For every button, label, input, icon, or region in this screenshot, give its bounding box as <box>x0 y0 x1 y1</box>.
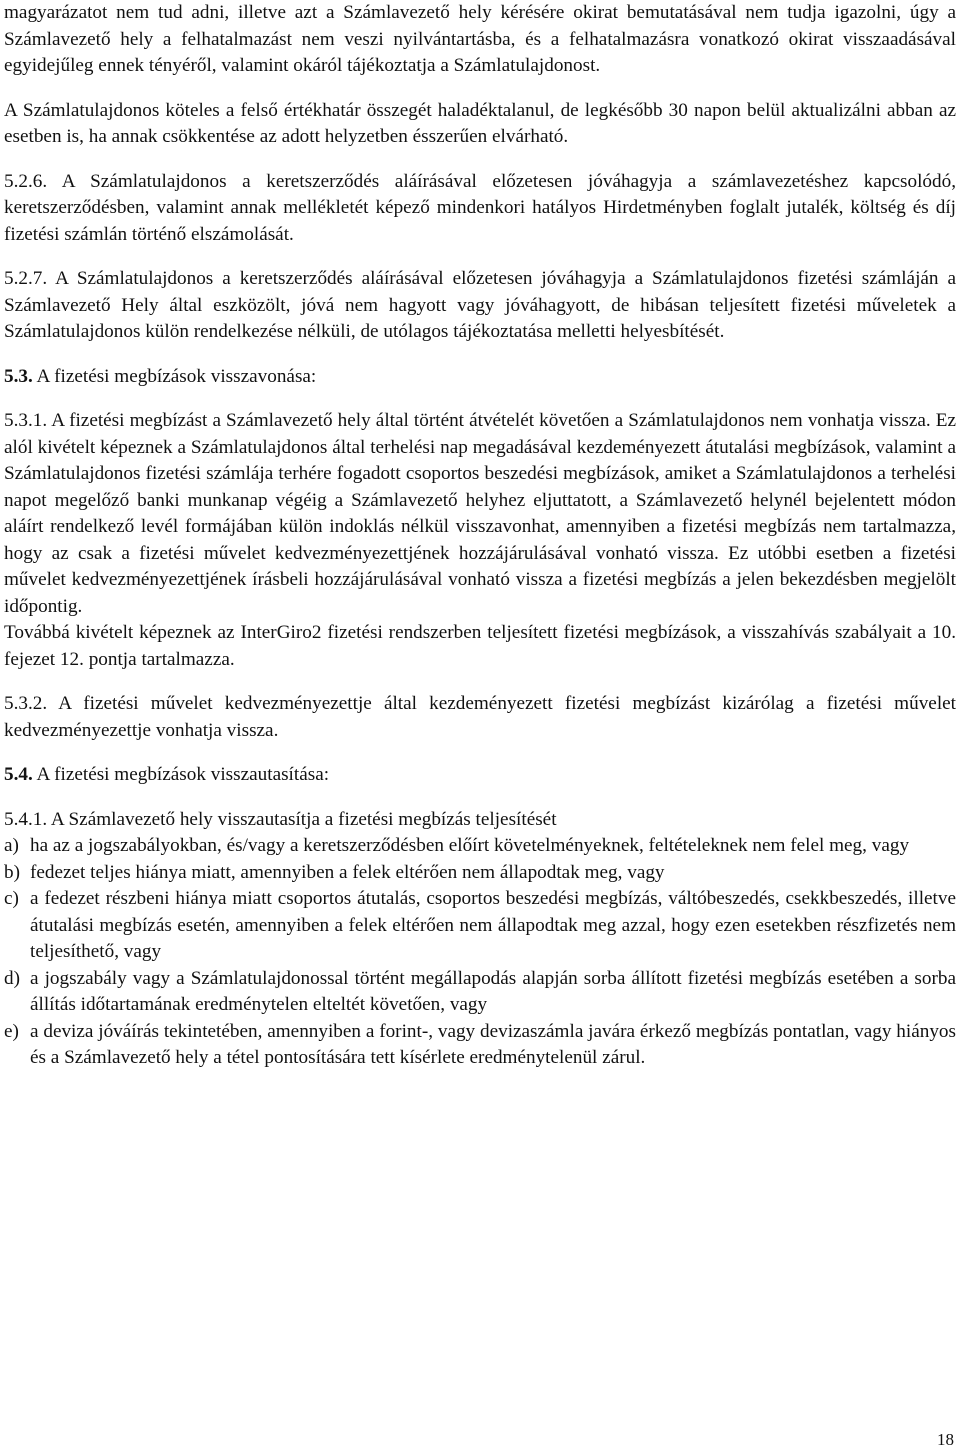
paragraph-intergiro: Továbbá kivételt képeznek az InterGiro2 fizetési rendszerben teljesített fizetési megbízások, a visszahívás szabályait a 10. fejezet 12. pontja tartalmazza. <box>4 622 956 670</box>
page-number: 18 <box>937 1430 954 1449</box>
section-text: A fizetési megbízást a Számlavezető hely által történt átvételét követően a Számlatulajdonos nem vonhatja vissza. Ez alól kivételt képeznek a Számlatulajdonos által terhelési nap megadásával kezdeményezett átutalási megbízások, valamint a Számlatulajdonos fizetési számlája terhére fogadott csoportos beszedési megbízások, amiket a Számlatulajdonos a terhelési napot megelőző banki munkanap végéig a Számlavezető helyhez eljuttatott, a Számlavezető helynél bejelentett módon aláírt rendelkező levél formájában külön indoklás nélkül visszavonhat, amennyiben a fizetési megbízás nem tartalmazza, hogy az csak a fizetési művelet kedvezményezettjének hozzájárulásával vonható vissza. Ez utóbbi esetben a fizetési művelet kedvezményezettjének írásbeli hozzájárulásával vonható vissza a fizetési megbízás a jelen bekezdésben megjelölt időpontig. <box>4 410 956 617</box>
list-item <box>4 833 956 860</box>
list-item-text: ha az a jogszabályokban, és/vagy a keretszerződésben előírt követelményeknek, feltételeknek nem felel meg, vagy <box>30 835 910 856</box>
section-number: 5.4.1. <box>4 808 48 830</box>
section-5-2-6 <box>4 169 956 249</box>
list-item <box>4 1019 956 1072</box>
section-text: A Számlatulajdonos a keretszerződés aláírásával előzetesen jóváhagyja a számlavezetéshez kapcsolódó, keretszerződésben, valamint annak mellékletét képező mindenkori hatályos Hirdetményben foglalt jutalék, költség és díj fizetési számlán történő elszámolását. <box>4 170 956 245</box>
section-5-3-1 <box>4 408 956 620</box>
list-item <box>4 886 956 966</box>
section-text: A fizetési művelet kedvezményezettje által kezdeményezett fizetési megbízást kizárólag a fizetési művelet kedvezményezettje vonhatja vissza. <box>4 693 956 741</box>
section-5-2-7 <box>4 266 956 346</box>
heading-text: A fizetési megbízások visszavonása: <box>32 365 317 387</box>
refusal-reasons-list <box>4 833 956 1072</box>
list-item-text: a deviza jóváírás tekintetében, amennyiben a forint-, vagy devizaszámla javára érkező megbízás pontatlan, vagy hiányos és a Számlavezető hely a tétel pontosítására tett kísérlete eredménytelenül zárul. <box>30 1020 956 1068</box>
list-item-text: a fedezet részbeni hiánya miatt csoportos átutalás, csoportos beszedési megbízás, váltóbeszedés, csekkbeszedés, illetve átutalási megbízás esetén, amennyiben a felek eltérően nem állapodtak meg azzal, hogy ezen esetekben részfizetés nem teljesíthető, vagy <box>30 888 956 962</box>
list-item <box>4 860 956 887</box>
paragraph-limit: A Számlatulajdonos köteles a felső értékhatár összegét haladéktalanul, de legkésőbb 30 napon belül aktualizálni abban az esetben is, ha annak csökkentése az adott helyzetben ésszerűen elvárható. <box>4 99 956 147</box>
heading-5-3 <box>4 364 956 391</box>
section-text: A Számlavezető hely visszautasítja a fizetési megbízás teljesítését <box>47 808 557 830</box>
heading-number: 5.4. <box>4 764 33 785</box>
section-number: 5.3.2. <box>4 693 48 714</box>
heading-text: A fizetési megbízások visszautasítása: <box>32 764 330 785</box>
paragraph-intro: magyarázatot nem tud adni, illetve azt a Számlavezető hely kérésére okirat bemutatásával nem tudja igazolni, úgy a Számlavezető hely a felhatalmazást nem veszi nyilvántartásba, és a felhatalmazásra vonatkozó okirat visszaadásával egyidejűleg ennek tényéről, valamint okáról tájékoztatja a Számlatulajdonost. <box>4 2 956 76</box>
section-number: 5.2.6. <box>4 170 48 192</box>
list-item <box>4 966 956 1019</box>
list-item-text: fedezet teljes hiánya miatt, amennyiben a felek eltérően nem állapodtak meg, vagy <box>30 861 665 883</box>
section-number: 5.2.7. <box>4 268 48 289</box>
section-number: 5.3.1. <box>4 410 48 431</box>
section-5-4-1 <box>4 807 956 834</box>
document-page <box>4 0 956 1072</box>
list-item-label: c) <box>4 888 19 909</box>
heading-5-4 <box>4 762 956 789</box>
section-5-3-2 <box>4 691 956 744</box>
list-item-label: a) <box>4 835 19 856</box>
section-text: A Számlatulajdonos a keretszerződés aláírásával előzetesen jóváhagyja a Számlatulajdonos fizetési számláján a Számlavezető Hely által eszközölt, jóvá nem hagyott vagy jóváhagyott, de hibásan teljesített fizetési műveletek a Számlatulajdonos külön rendelkezése nélküli, de utólagos tájékoztatása melletti helyesbítését. <box>4 268 956 342</box>
list-item-label: d) <box>4 967 20 989</box>
list-item-label: e) <box>4 1020 19 1042</box>
list-item-label: b) <box>4 861 20 883</box>
list-item-text: a jogszabály vagy a Számlatulajdonossal történt megállapodás alapján sorba állított fizetési megbízás esetében a sorba állítás időtartamának eredménytelen elteltét követően, vagy <box>30 967 956 1015</box>
heading-number: 5.3. <box>4 365 33 387</box>
